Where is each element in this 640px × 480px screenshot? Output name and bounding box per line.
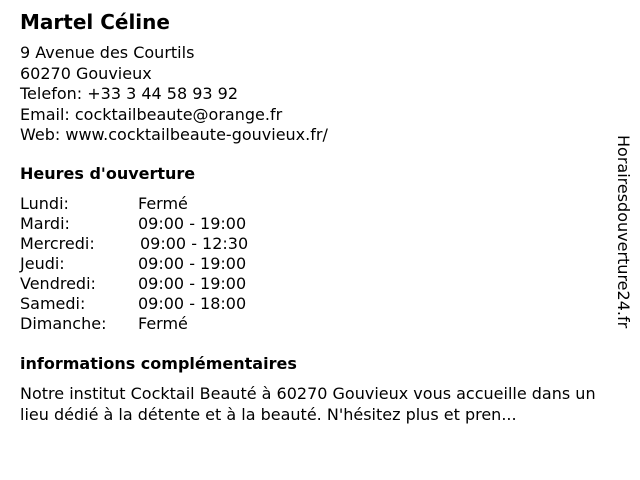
time-value: 09:00 - 19:00 bbox=[138, 274, 247, 293]
web-line: Web: www.cocktailbeaute-gouvieux.fr/ bbox=[20, 125, 328, 144]
side-brand bbox=[612, 135, 634, 371]
side-brand-label: Horairesdouverture24.fr bbox=[614, 135, 633, 329]
time-value: Fermé bbox=[138, 194, 188, 213]
address-street: 9 Avenue des Courtils bbox=[20, 43, 195, 62]
day-label: Jeudi: bbox=[20, 254, 65, 273]
time-value: 09:00 - 19:00 bbox=[138, 254, 247, 273]
day-label: Mardi: bbox=[20, 214, 70, 233]
day-label: Lundi: bbox=[20, 194, 69, 213]
contact-block bbox=[20, 43, 328, 146]
time-value: 09:00 - 18:00 bbox=[138, 294, 247, 313]
day-label: Dimanche: bbox=[20, 314, 107, 333]
day-label: Samedi: bbox=[20, 294, 86, 313]
info-heading: informations complémentaires bbox=[20, 354, 297, 373]
phone-line: Telefon: +33 3 44 58 93 92 bbox=[20, 84, 239, 103]
email-line: Email: cocktailbeaute@orange.fr bbox=[20, 104, 283, 124]
time-value: 09:00 - 19:00 bbox=[138, 214, 247, 233]
business-name: Martel Céline bbox=[20, 10, 170, 34]
hours-heading: Heures d'ouverture bbox=[20, 164, 196, 183]
time-value: Fermé bbox=[138, 314, 188, 333]
info-description: Notre institut Cocktail Beauté à 60270 Gouvieux vous accueille dans un lieu dédié à la détente et à la beauté. N'hésitez plus et pren... bbox=[20, 384, 596, 424]
address-city: 60270 Gouvieux bbox=[20, 63, 152, 83]
time-value: 09:00 - 12:30 bbox=[140, 234, 249, 253]
day-label: Mercredi: bbox=[20, 234, 95, 253]
day-label: Vendredi: bbox=[20, 274, 96, 293]
